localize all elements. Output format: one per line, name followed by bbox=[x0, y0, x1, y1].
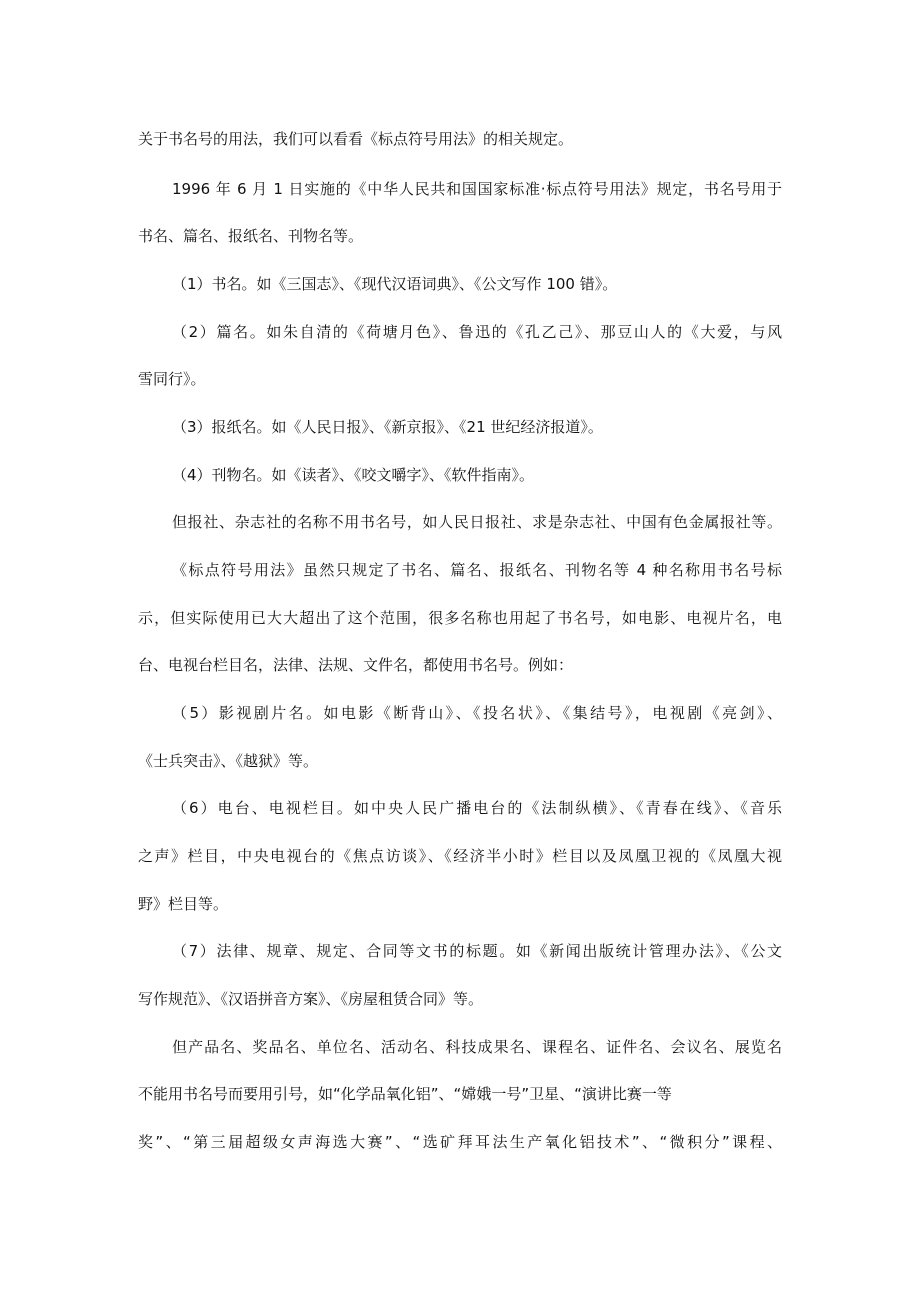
text-line-8: （4）刊物名。如《读者》、《咬文嚼字》、《软件指南》。 bbox=[172, 466, 535, 484]
text-line-22: 奖”、“第三届超级女声海选大赛”、“选矿拜耳法生产氧化铝技术”、“微积分”课程、 bbox=[138, 1133, 782, 1151]
text-line-16: 之声》栏目，中央电视台的《焦点访谈》、《经济半小时》栏目以及凤凰卫视的《凤凰大视 bbox=[138, 847, 782, 865]
text-line-6: 雪同行》。 bbox=[138, 370, 206, 388]
text-line-1: 关于书名号的用法，我们可以看看《标点符号用法》的相关规定。 bbox=[138, 130, 574, 148]
text-line-9: 但报社、杂志社的名称不用书名号，如人民日报社、求是杂志社、中国有色金属报社等。 bbox=[172, 513, 782, 531]
text-line-5: （2）篇名。如朱自清的《荷塘月色》、鲁迅的《孔乙己》、那豆山人的《大爱，与风 bbox=[172, 323, 782, 341]
text-line-15: （6）电台、电视栏目。如中央人民广播电台的《法制纵横》、《青春在线》、《音乐 bbox=[172, 799, 782, 817]
text-line-20: 但产品名、奖品名、单位名、活动名、科技成果名、课程名、证件名、会议名、展览名 bbox=[172, 1038, 782, 1056]
text-line-7: （3）报纸名。如《人民日报》、《新京报》、《21 世纪经济报道》。 bbox=[172, 418, 603, 436]
text-line-12: 台、电视台栏目名，法律、法规、文件名，都使用书名号。例如： bbox=[138, 656, 574, 674]
text-line-11: 示，但实际使用已大大超出了这个范围，很多名称也用起了书名号，如电影、电视片名，电 bbox=[138, 609, 782, 627]
text-line-10: 《标点符号用法》虽然只规定了书名、篇名、报纸名、刊物名等 4 种名称用书名号标 bbox=[172, 561, 782, 579]
text-line-14: 《士兵突击》、《越狱》等。 bbox=[138, 752, 319, 770]
text-line-19: 写作规范》、《汉语拼音方案》、《房屋租赁合同》等。 bbox=[138, 990, 484, 1008]
text-line-13: （5）影视剧片名。如电影《断背山》、《投名状》、《集结号》，电视剧《亮剑》、 bbox=[172, 704, 782, 722]
text-line-21: 不能用书名号而要用引号，如“化学品氧化铝”、“嫦娥一号”卫星、“演讲比赛一等 bbox=[138, 1085, 672, 1103]
text-line-2: 1996 年 6 月 1 日实施的《中华人民共和国国家标准·标点符号用法》规定，书名号用于 bbox=[172, 180, 782, 198]
text-line-3: 书名、篇名、报纸名、刊物名等。 bbox=[138, 227, 364, 245]
text-line-4: （1）书名。如《三国志》、《现代汉语词典》、《公文写作 100 错》。 bbox=[172, 275, 618, 293]
text-line-17: 野》栏目等。 bbox=[138, 895, 229, 913]
text-line-18: （7）法律、规章、规定、合同等文书的标题。如《新闻出版统计管理办法》、《公文 bbox=[172, 942, 782, 960]
